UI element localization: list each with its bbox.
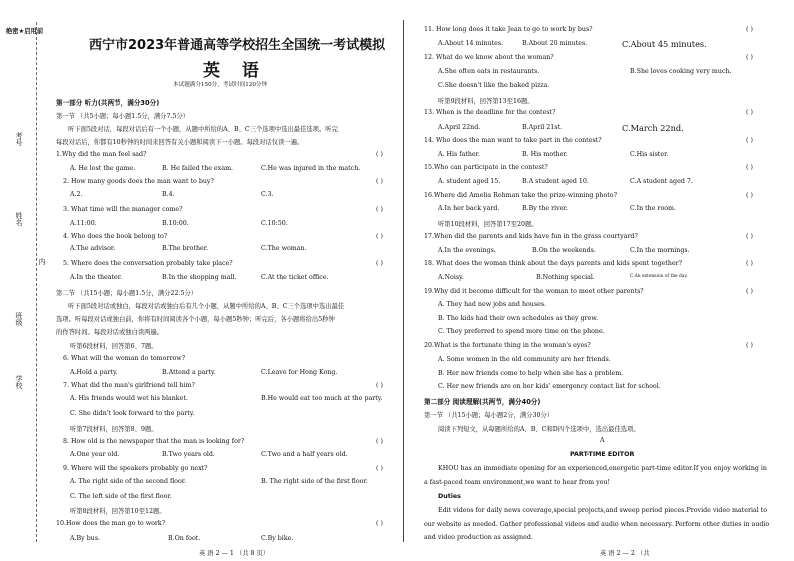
option-b: B.Two years old. [162,451,215,458]
right-page [404,0,794,561]
part1-sec2-title: 第二节 （共15小题；每小题1.5分，满分22.5分） [56,290,198,297]
passage-text: Edit videos for daily news coverage,special projects,and sweep period pieces.Provide video material to [438,507,768,514]
passage-text: our website as needed. Gather professional videos and audio when necessary. Perform other duties in audio [424,521,770,528]
option-b: B.Nothing special. [536,274,595,281]
option-c: C.She doesn't like the baked pizza. [438,82,550,89]
option-a: A.2. [70,191,83,198]
option-b: B.On the weekends. [532,247,596,254]
question-13: 13. When is the deadline for the contest? [424,109,556,116]
binding-line [36,22,37,542]
answer-bracket[interactable]: ( ) [746,137,753,144]
option-a: A.In the evenings. [438,247,496,254]
option-a: A.By bus. [70,535,101,542]
option-b: B.About 20 minutes. [522,40,588,47]
option-b: B.10:00. [162,220,189,227]
page-footer: 英 语 2 — 1 （共 8 页） [199,550,270,557]
passage-text: and video production as assigned. [424,534,533,541]
option-c: C.In the room. [630,205,677,212]
question-7: 7. What did the man's girlfriend tell him? [63,382,195,389]
option-a: A. The right side of the second floor. [70,478,187,485]
question-18: 18. What does the woman think about the days parents and kids spent together? [424,260,683,267]
option-a: A.Noisy. [438,274,464,281]
question-17: 17.When did the parents and kids have fun in the grass courtyard? [424,233,638,240]
option-a: A. They had new jobs and houses. [438,301,547,308]
question-14: 14. Who does the man want to take part in the contest? [424,137,602,144]
question-6: 6. What will the woman do tomorrow? [63,355,186,362]
part1-sec2-intro: 的作答时间。每段对话或独白读两遍。 [56,329,164,336]
option-b: B.4. [162,191,175,198]
answer-bracket[interactable]: ( ) [376,260,383,267]
option-a: A.In her back yard. [438,205,500,212]
option-c: C.Leave for Hong Kong. [261,369,338,376]
question-8: 8. How old is the newspaper that the man is looking for? [63,438,245,445]
question-10: 10.How does the man go to work? [56,520,166,527]
option-b: B. The kids had their own schedules as they grew. [438,315,598,322]
passage-title: PART-TIME EDITOR [570,451,635,458]
option-a: A. His father. [438,151,481,158]
option-c: C.He was injured in the match. [261,165,361,172]
option-c: C.A student aged 7. [630,178,693,185]
answer-bracket[interactable]: ( ) [376,151,383,158]
option-a: A.11:00. [70,220,97,227]
option-a: A.One year old. [70,451,120,458]
answer-bracket[interactable]: ( ) [746,164,753,171]
part1-sec1-title: 第一节 （共5小题；每小题1.5分，满分7.5分） [56,113,190,120]
answer-bracket[interactable]: ( ) [746,192,753,199]
part1-sec2-intro: 听下面5段对话或独白，每段对话或独白后有几个小题，从题中所给的A、B、C三个选项中选出最佳 [68,303,345,310]
passage-letter: A [600,437,605,444]
option-c: C.10:50. [261,220,288,227]
exam-note: 本试题满分150分，考试时间120分钟 [173,82,268,88]
binding-banji: 班级 [15,312,23,326]
question-2: 2. How many goods does the man want to buy? [63,178,214,185]
exam-title: 西宁市2023年普通高等学校招生全国统一考试模拟 [89,38,386,53]
binding-kaohao: 考号 [15,132,23,146]
option-c: C. Her new friends are on her kids' emergency contact list for school. [438,383,661,390]
subject-title: 英 语 [203,61,267,81]
option-a: A.April 22nd. [438,124,481,131]
part2-title: 第二部分 阅读理解(共两节，满分40分) [424,398,541,406]
question-11: 11. How long does it take Jean to go to work by bus? [424,26,593,33]
option-c: C. They preferred to spend more time on the phone. [438,328,605,335]
option-c: C.Two and a half years old. [261,451,348,458]
answer-bracket[interactable]: ( ) [746,260,753,267]
option-a: A. Some women in the old community are her friends. [438,356,611,363]
option-b: B.He would eat too much at the party. [261,395,383,402]
part1-sec1-intro: 听下面5段对话，每段对话后有一个小题，从题中所给的A、B、C三个选项中选出最佳选项。听完 [68,126,338,133]
option-c: C.About 45 minutes. [622,39,707,49]
option-a: A.In the theater. [70,274,123,281]
answer-bracket[interactable]: ( ) [376,438,383,445]
option-b: B.She loves cooking very much. [630,68,732,75]
option-b: B.The brother. [162,245,209,252]
option-b: B. The right side of the first floor. [261,478,368,485]
part2-sec1-intro: 阅读下列短文，从每题所给的A、B、C和D四个选项中，选出最佳选项。 [438,426,640,433]
question-20: 20.What is the fortunate thing in the woman's eyes? [424,342,591,349]
option-a: A.The advisor. [70,245,116,252]
part1-sec1-intro: 每段对话后，你都有10秒钟的时间来回答有关小题和阅读下一小题。每段对话仅读一遍。 [56,139,304,146]
answer-bracket[interactable]: ( ) [746,26,753,33]
option-c: C.March 22nd. [622,123,684,133]
option-b: B.Attend a party. [162,369,216,376]
option-c: C.3. [261,191,274,198]
option-c: C.His sister. [630,151,669,158]
answer-bracket[interactable]: ( ) [376,465,383,472]
option-c: C.In the mornings. [630,247,690,254]
question-19: 19.Why did it become difficult for the woman to meet other parents? [424,288,644,295]
question-16: 16.Where did Amelia Rehman take the prize-winning photo? [424,192,617,199]
option-b: B.April 21st. [522,124,563,131]
question-1: 1.Why did the man feel sad? [56,151,147,158]
listen-instruction: 听第8段材料，回答第10至12题。 [70,508,166,515]
part1-sec2-intro: 选项。听每段对话或独白前，你将有时间阅读各个小题，每小题5秒钟；听完后，各小题将给出5秒钟 [56,316,335,323]
answer-bracket[interactable]: ( ) [376,233,383,240]
option-b: B.By the river. [522,205,568,212]
option-b: B. His mother. [522,151,568,158]
option-c: C. She didn't look forward to the party. [70,410,195,417]
part1-title: 第一部分 听力(共两节，满分30分) [56,99,160,107]
option-a: A. His friends would wet his blanket. [70,395,188,402]
passage-heading: Duties [438,493,461,500]
page-footer: 英 语 2 — 2 （共 [600,550,650,557]
question-9: 9. Where will the speakers probably go next? [63,465,208,472]
option-c: C.An extension of the day. [630,274,688,279]
passage-text: KHOU has an immediate opening for an experienced,energetic part-time editor.If you enjoy working in [438,465,767,472]
secret-label: 绝密★启用前 [6,28,44,35]
option-a: A.Hold a party. [70,369,118,376]
listen-instruction: 听第10段材料，回答第17至20题。 [438,221,538,228]
option-b: B. Her new friends come to help when she has a problem. [438,370,624,377]
option-b: B.In the shopping mall. [162,274,237,281]
listen-instruction: 听第6段材料，回答第6、7题。 [70,343,158,350]
option-a: A.About 14 minutes. [438,40,504,47]
listen-instruction: 听第9段材料，回答第13至16题。 [438,98,534,105]
binding-xingming: 姓名 [15,212,23,226]
listen-instruction: 听第7段材料，回答第8、9题。 [70,426,158,433]
binding-nei: 内 [38,258,46,265]
option-a: A. He lost the game. [70,165,136,172]
option-c: C. The left side of the first floor. [70,493,172,500]
option-b: B.A student aged 10. [522,178,589,185]
question-3: 3. What time will the manager come? [63,206,183,213]
answer-bracket[interactable]: ( ) [376,382,383,389]
answer-bracket[interactable]: ( ) [746,109,753,116]
question-5: 5. Where does the conversation probably take place? [63,260,233,267]
option-a: A.She often eats in restaurants. [438,68,540,75]
answer-bracket[interactable]: ( ) [746,342,753,349]
question-12: 12. What do we know about the woman? [424,54,554,61]
option-b: B. He failed the exam. [162,165,234,172]
option-b: B.On foot. [168,535,201,542]
binding-xuexiao: 学校 [15,375,23,389]
question-15: 15.Who can participate in the contest? [424,164,548,171]
option-c: C.The woman. [261,245,307,252]
answer-bracket[interactable]: ( ) [376,206,383,213]
answer-bracket[interactable]: ( ) [746,233,753,240]
answer-bracket[interactable]: ( ) [746,288,753,295]
answer-bracket[interactable]: ( ) [376,178,383,185]
part2-sec1-title: 第一节 （共15小题；每小题2分，满分30分） [424,412,554,419]
answer-bracket[interactable]: ( ) [376,520,383,527]
answer-bracket[interactable]: ( ) [746,54,753,61]
option-c: C.By bike. [261,535,294,542]
passage-text: a fast-paced team environment,we want to hear from you! [424,479,611,486]
option-a: A. student aged 15. [438,178,501,185]
option-c: C.At the ticket office. [261,274,329,281]
question-4: 4. Who does the book belong to? [63,233,168,240]
